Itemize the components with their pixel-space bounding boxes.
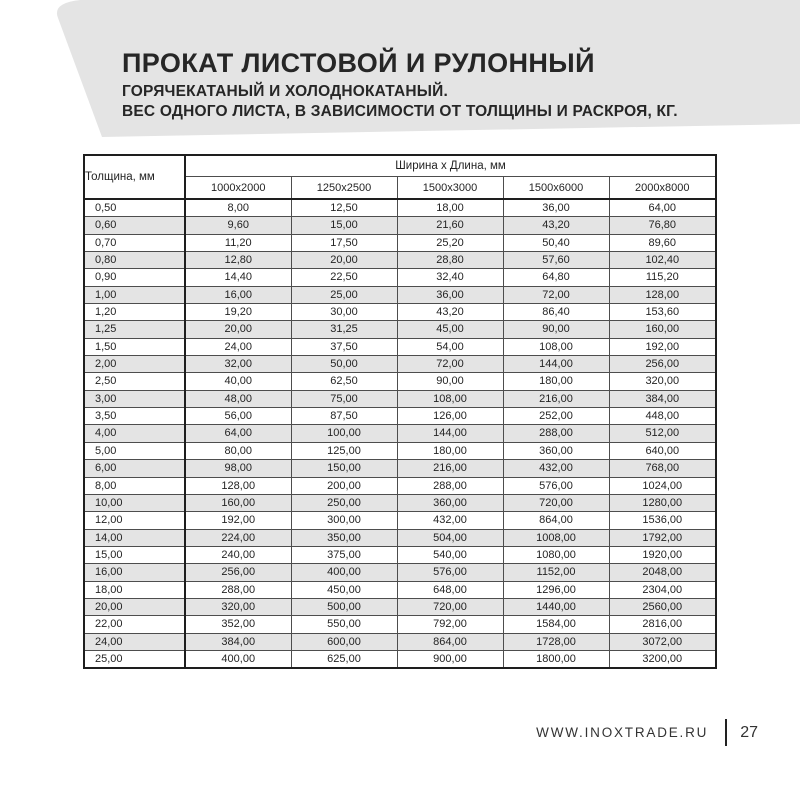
weight-cell: 43,20 xyxy=(397,304,503,321)
weight-cell: 360,00 xyxy=(503,442,609,459)
weight-cell: 1152,00 xyxy=(503,564,609,581)
weight-cell: 900,00 xyxy=(397,650,503,668)
weight-cell: 56,00 xyxy=(185,408,291,425)
weight-cell: 15,00 xyxy=(291,217,397,234)
thickness-cell: 4,00 xyxy=(84,425,185,442)
weight-cell: 87,50 xyxy=(291,408,397,425)
weight-cell: 115,20 xyxy=(609,269,716,286)
weight-cell: 1280,00 xyxy=(609,494,716,511)
weight-cell: 720,00 xyxy=(397,598,503,615)
weight-cell: 14,40 xyxy=(185,269,291,286)
footer-divider xyxy=(725,719,727,746)
weight-cell: 102,40 xyxy=(609,252,716,269)
table-row xyxy=(84,338,716,355)
table-row xyxy=(84,546,716,563)
weight-cell: 144,00 xyxy=(503,356,609,373)
weight-cell: 1024,00 xyxy=(609,477,716,494)
weight-cell: 320,00 xyxy=(609,373,716,390)
size-column-header-1500x3000: 1500x3000 xyxy=(397,177,503,200)
weight-cell: 500,00 xyxy=(291,598,397,615)
weight-cell: 100,00 xyxy=(291,425,397,442)
weight-cell: 1800,00 xyxy=(503,650,609,668)
weight-cell: 20,00 xyxy=(291,252,397,269)
weight-cell: 375,00 xyxy=(291,546,397,563)
table-row xyxy=(84,390,716,407)
weight-cell: 108,00 xyxy=(503,338,609,355)
weight-cell: 22,50 xyxy=(291,269,397,286)
weight-cell: 108,00 xyxy=(397,390,503,407)
table-row xyxy=(84,234,716,251)
title-block xyxy=(122,48,678,121)
weight-cell: 21,60 xyxy=(397,217,503,234)
table-row xyxy=(84,633,716,650)
weight-cell: 180,00 xyxy=(503,373,609,390)
weight-cell: 1728,00 xyxy=(503,633,609,650)
weight-cell: 648,00 xyxy=(397,581,503,598)
table-row xyxy=(84,217,716,234)
weight-cell: 153,60 xyxy=(609,304,716,321)
page-footer xyxy=(536,719,758,746)
thickness-cell: 3,00 xyxy=(84,390,185,407)
table-row xyxy=(84,252,716,269)
weight-cell: 75,00 xyxy=(291,390,397,407)
footer-website-link[interactable]: WWW.INOXTRADE.RU xyxy=(536,725,709,740)
thickness-cell: 0,70 xyxy=(84,234,185,251)
weight-cell: 720,00 xyxy=(503,494,609,511)
weight-cell: 1296,00 xyxy=(503,581,609,598)
weight-cell: 30,00 xyxy=(291,304,397,321)
weight-cell: 76,80 xyxy=(609,217,716,234)
thickness-cell: 6,00 xyxy=(84,460,185,477)
table-row xyxy=(84,460,716,477)
thickness-cell: 0,50 xyxy=(84,199,185,217)
table-row xyxy=(84,512,716,529)
table-row xyxy=(84,529,716,546)
weight-cell: 432,00 xyxy=(503,460,609,477)
thickness-cell: 10,00 xyxy=(84,494,185,511)
table-row xyxy=(84,477,716,494)
weight-cell: 32,40 xyxy=(397,269,503,286)
table-row xyxy=(84,425,716,442)
thickness-cell: 3,50 xyxy=(84,408,185,425)
page-subtitle-line1: ГОРЯЧЕКАТАНЫЙ И ХОЛОДНОКАТАНЫЙ. xyxy=(122,83,449,101)
thickness-cell: 16,00 xyxy=(84,564,185,581)
weight-cell: 11,20 xyxy=(185,234,291,251)
size-column-header-1250x2500: 1250x2500 xyxy=(291,177,397,200)
table-row xyxy=(84,356,716,373)
weight-cell: 32,00 xyxy=(185,356,291,373)
thickness-cell: 14,00 xyxy=(84,529,185,546)
table-row xyxy=(84,304,716,321)
page-number: 27 xyxy=(740,723,758,741)
weight-cell: 128,00 xyxy=(609,286,716,303)
weight-cell: 17,50 xyxy=(291,234,397,251)
weight-cell: 224,00 xyxy=(185,529,291,546)
table-row xyxy=(84,373,716,390)
weight-cell: 450,00 xyxy=(291,581,397,598)
weight-cell: 320,00 xyxy=(185,598,291,615)
weight-cell: 125,00 xyxy=(291,442,397,459)
thickness-cell: 22,00 xyxy=(84,616,185,633)
weight-cell: 72,00 xyxy=(503,286,609,303)
weight-cell: 288,00 xyxy=(185,581,291,598)
weight-cell: 16,00 xyxy=(185,286,291,303)
thickness-cell: 8,00 xyxy=(84,477,185,494)
weight-cell: 3072,00 xyxy=(609,633,716,650)
weight-cell: 57,60 xyxy=(503,252,609,269)
weight-cell: 180,00 xyxy=(397,442,503,459)
table-row xyxy=(84,650,716,668)
weight-cell: 192,00 xyxy=(609,338,716,355)
table-row xyxy=(84,494,716,511)
page-title: ПРОКАТ ЛИСТОВОЙ И РУЛОННЫЙ xyxy=(122,48,595,78)
weight-cell: 45,00 xyxy=(397,321,503,338)
size-column-header-2000x8000: 2000x8000 xyxy=(609,177,716,200)
weight-cell: 128,00 xyxy=(185,477,291,494)
weight-cell: 384,00 xyxy=(185,633,291,650)
weight-cell: 31,25 xyxy=(291,321,397,338)
size-group-header: Ширина х Длина, мм xyxy=(185,155,716,177)
weight-cell: 24,00 xyxy=(185,338,291,355)
table-row xyxy=(84,408,716,425)
weight-cell: 625,00 xyxy=(291,650,397,668)
weight-cell: 144,00 xyxy=(397,425,503,442)
weight-cell: 28,80 xyxy=(397,252,503,269)
thickness-cell: 2,00 xyxy=(84,356,185,373)
weight-cell: 86,40 xyxy=(503,304,609,321)
table-row xyxy=(84,616,716,633)
thickness-cell: 0,90 xyxy=(84,269,185,286)
weight-cell: 1008,00 xyxy=(503,529,609,546)
weight-cell: 62,50 xyxy=(291,373,397,390)
thickness-cell: 18,00 xyxy=(84,581,185,598)
weight-cell: 126,00 xyxy=(397,408,503,425)
weight-cell: 200,00 xyxy=(291,477,397,494)
weight-cell: 25,00 xyxy=(291,286,397,303)
weight-cell: 1792,00 xyxy=(609,529,716,546)
weight-cell: 540,00 xyxy=(397,546,503,563)
thickness-cell: 0,80 xyxy=(84,252,185,269)
thickness-cell: 15,00 xyxy=(84,546,185,563)
weight-cell: 37,50 xyxy=(291,338,397,355)
weight-cell: 90,00 xyxy=(503,321,609,338)
thickness-cell: 2,50 xyxy=(84,373,185,390)
weight-cell: 432,00 xyxy=(397,512,503,529)
table-row xyxy=(84,564,716,581)
weight-cell: 64,00 xyxy=(185,425,291,442)
weight-cell: 400,00 xyxy=(185,650,291,668)
weight-cell: 576,00 xyxy=(503,477,609,494)
weight-cell: 256,00 xyxy=(185,564,291,581)
weight-cell: 864,00 xyxy=(503,512,609,529)
weight-cell: 160,00 xyxy=(609,321,716,338)
weight-cell: 256,00 xyxy=(609,356,716,373)
thickness-cell: 24,00 xyxy=(84,633,185,650)
table-row xyxy=(84,269,716,286)
thickness-cell: 1,20 xyxy=(84,304,185,321)
weight-cell: 1920,00 xyxy=(609,546,716,563)
thickness-cell: 12,00 xyxy=(84,512,185,529)
weight-cell: 98,00 xyxy=(185,460,291,477)
weight-cell: 2048,00 xyxy=(609,564,716,581)
weight-cell: 50,40 xyxy=(503,234,609,251)
weight-cell: 19,20 xyxy=(185,304,291,321)
weight-cell: 54,00 xyxy=(397,338,503,355)
size-column-header-1000x2000: 1000x2000 xyxy=(185,177,291,200)
thickness-cell: 1,50 xyxy=(84,338,185,355)
weight-cell: 576,00 xyxy=(397,564,503,581)
weight-cell: 504,00 xyxy=(397,529,503,546)
weight-cell: 64,00 xyxy=(609,199,716,217)
table-row xyxy=(84,442,716,459)
weight-cell: 36,00 xyxy=(503,199,609,217)
table-body xyxy=(84,199,716,668)
weight-cell: 1584,00 xyxy=(503,616,609,633)
weight-cell: 350,00 xyxy=(291,529,397,546)
thickness-column-header: Толщина, мм xyxy=(84,155,185,199)
weight-cell: 250,00 xyxy=(291,494,397,511)
weight-cell: 18,00 xyxy=(397,199,503,217)
weight-cell: 20,00 xyxy=(185,321,291,338)
weight-cell: 64,80 xyxy=(503,269,609,286)
table-row xyxy=(84,321,716,338)
weight-cell: 448,00 xyxy=(609,408,716,425)
weight-cell: 1536,00 xyxy=(609,512,716,529)
weight-cell: 90,00 xyxy=(397,373,503,390)
weight-cell: 50,00 xyxy=(291,356,397,373)
weight-cell: 12,50 xyxy=(291,199,397,217)
weight-cell: 48,00 xyxy=(185,390,291,407)
thickness-cell: 20,00 xyxy=(84,598,185,615)
weight-cell: 550,00 xyxy=(291,616,397,633)
weight-cell: 512,00 xyxy=(609,425,716,442)
weight-cell: 2816,00 xyxy=(609,616,716,633)
weight-cell: 36,00 xyxy=(397,286,503,303)
table-header-row-group xyxy=(84,155,716,177)
weight-cell: 640,00 xyxy=(609,442,716,459)
weight-cell: 792,00 xyxy=(397,616,503,633)
weight-cell: 89,60 xyxy=(609,234,716,251)
weight-cell: 150,00 xyxy=(291,460,397,477)
weight-cell: 216,00 xyxy=(503,390,609,407)
weight-cell: 72,00 xyxy=(397,356,503,373)
weight-cell: 252,00 xyxy=(503,408,609,425)
weight-cell: 288,00 xyxy=(397,477,503,494)
weight-cell: 384,00 xyxy=(609,390,716,407)
weight-cell: 40,00 xyxy=(185,373,291,390)
table-row xyxy=(84,581,716,598)
page-subtitle-line2: ВЕС ОДНОГО ЛИСТА, В ЗАВИСИМОСТИ ОТ ТОЛЩИНЫ И РАСКРОЯ, КГ. xyxy=(122,102,678,120)
weight-cell: 43,20 xyxy=(503,217,609,234)
weight-cell: 600,00 xyxy=(291,633,397,650)
weight-cell: 9,60 xyxy=(185,217,291,234)
weight-cell: 2560,00 xyxy=(609,598,716,615)
weight-cell: 240,00 xyxy=(185,546,291,563)
table-header xyxy=(84,155,716,199)
weight-cell: 360,00 xyxy=(397,494,503,511)
weight-cell: 25,20 xyxy=(397,234,503,251)
size-column-header-1500x6000: 1500x6000 xyxy=(503,177,609,200)
thickness-cell: 0,60 xyxy=(84,217,185,234)
weight-cell: 2304,00 xyxy=(609,581,716,598)
weight-cell: 12,80 xyxy=(185,252,291,269)
sheet-weight-table xyxy=(83,154,717,669)
table-row xyxy=(84,598,716,615)
weight-cell: 1080,00 xyxy=(503,546,609,563)
weight-cell: 288,00 xyxy=(503,425,609,442)
weight-cell: 768,00 xyxy=(609,460,716,477)
weight-cell: 1440,00 xyxy=(503,598,609,615)
thickness-cell: 1,00 xyxy=(84,286,185,303)
weight-cell: 192,00 xyxy=(185,512,291,529)
table-row xyxy=(84,286,716,303)
weight-cell: 160,00 xyxy=(185,494,291,511)
weight-cell: 400,00 xyxy=(291,564,397,581)
weight-cell: 80,00 xyxy=(185,442,291,459)
thickness-cell: 1,25 xyxy=(84,321,185,338)
weight-cell: 352,00 xyxy=(185,616,291,633)
weight-cell: 864,00 xyxy=(397,633,503,650)
table-row xyxy=(84,199,716,217)
weight-cell: 216,00 xyxy=(397,460,503,477)
thickness-cell: 25,00 xyxy=(84,650,185,668)
weight-cell: 300,00 xyxy=(291,512,397,529)
weight-cell: 8,00 xyxy=(185,199,291,217)
weight-cell: 3200,00 xyxy=(609,650,716,668)
thickness-cell: 5,00 xyxy=(84,442,185,459)
